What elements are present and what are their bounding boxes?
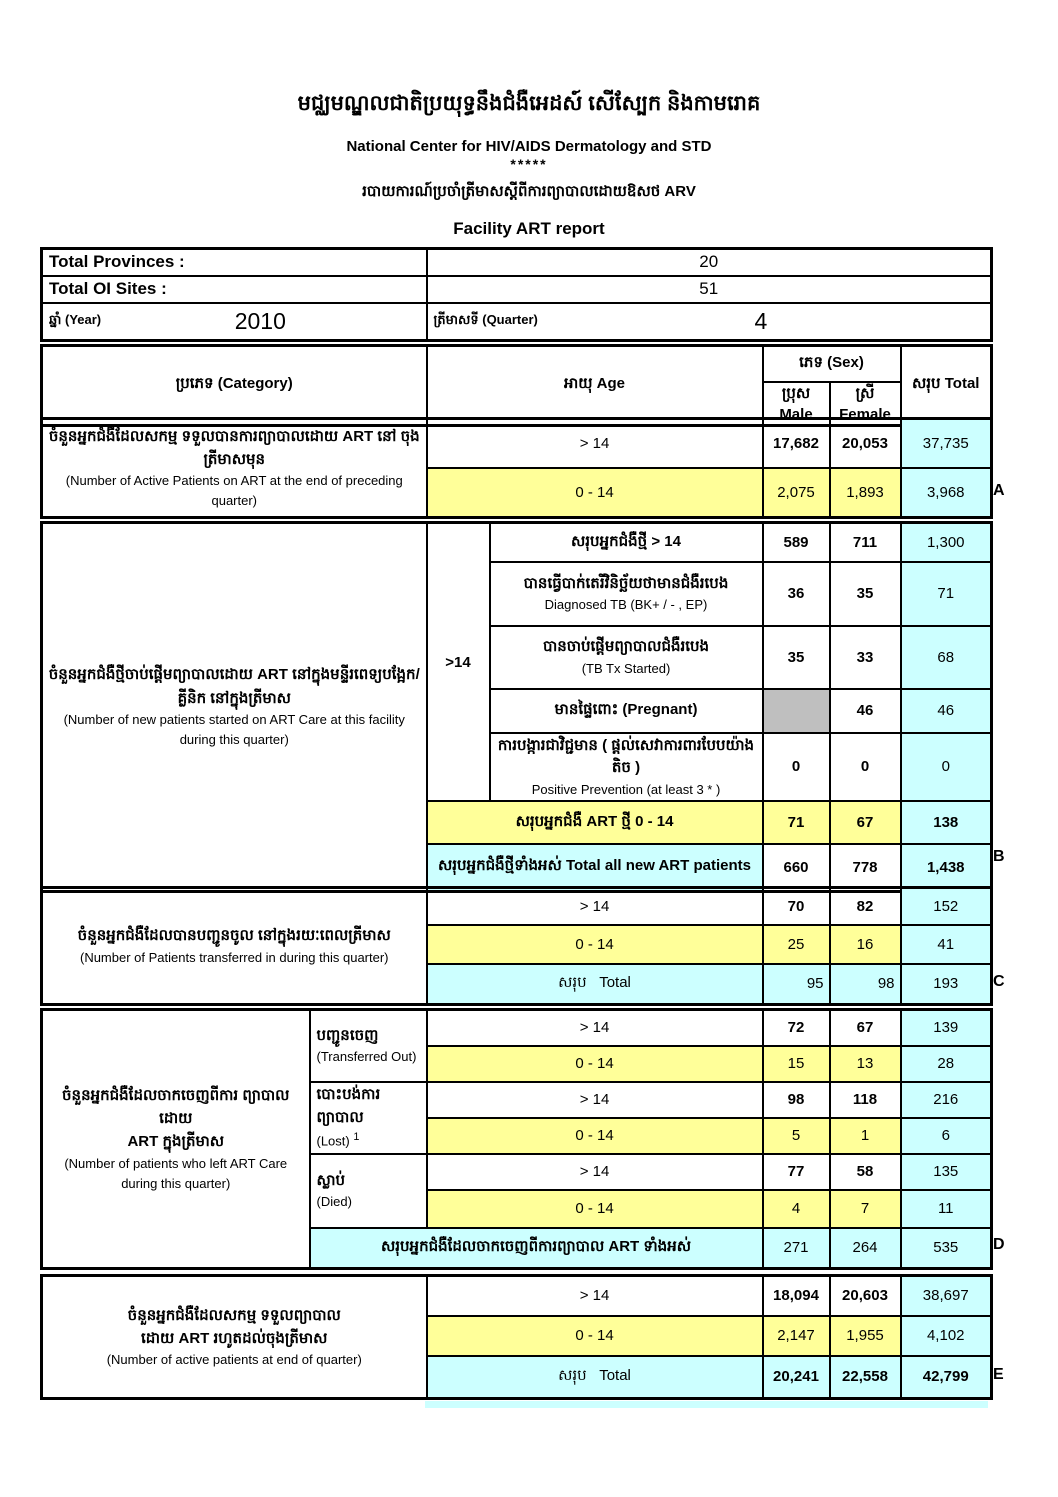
section-c-total-label: [427, 964, 763, 1005]
section-e-table: [40, 1274, 993, 1400]
cell-a0-female: 20,053: [830, 419, 901, 468]
cell-b4-total: 0: [901, 733, 992, 802]
cell-b0-female: 711: [830, 523, 901, 562]
cell-d1-age: 0 - 14: [427, 1046, 763, 1082]
section-marker-b: B: [993, 848, 1005, 865]
cell-c1-age: 0 - 14: [427, 925, 763, 964]
section-e-category-khmer-2: ដោយ ART រហូតដល់ចុងត្រីមាស: [141, 1329, 328, 1347]
year-cell: [42, 303, 427, 341]
section-marker-d: D: [993, 1236, 1005, 1253]
section-b-subtotal-label: សរុបអ្នកជំងឺ ART ថ្មី 0 - 14: [427, 801, 763, 844]
cell-e0-age: > 14: [427, 1276, 763, 1316]
section-a-table: [40, 417, 993, 519]
section-e-category-khmer-1: ចំនួនអ្នកជំងឺដែលសកម្ម ទទួលព្យាបាល: [127, 1306, 341, 1324]
section-marker-c: C: [993, 973, 1005, 990]
cell-b4-label-khmer: ការបង្ការជាវិជ្ជមាន ( ផ្តល់សេវាការពារបែបយ៉ាងតិច ): [497, 736, 755, 776]
quarter-cell: [427, 303, 992, 341]
section-d-total-label: សរុបអ្នកជំងឺដែលចាកចេញពីការព្យាបាល ART ទាំងអស់: [310, 1228, 763, 1269]
section-d-total-male: 271: [763, 1228, 830, 1269]
cell-e1-male: 2,147: [763, 1316, 830, 1356]
cell-d2-total: 216: [901, 1082, 992, 1118]
cell-b0-label: [490, 523, 763, 562]
col-header-male: ប្រុស Male: [763, 382, 830, 426]
section-d-group-died: [310, 1154, 427, 1228]
section-marker-a: A: [993, 482, 1005, 499]
section-e-total-label-khmer: សរុប: [558, 1366, 587, 1384]
cell-b1-label-english: Diagnosed TB (BK+ / - , EP): [544, 597, 708, 612]
transferred-out-label-english: (Transferred Out): [316, 1049, 417, 1065]
section-d-group-lost: [310, 1082, 427, 1154]
total-provinces-value: 20: [427, 249, 992, 276]
col-header-category: ប្រភេទ (Category): [42, 346, 427, 426]
cell-d3-age: 0 - 14: [427, 1118, 763, 1154]
cell-a1-female: 1,893: [830, 468, 901, 518]
main-table-header: [40, 344, 993, 427]
cell-c1-total: 41: [901, 925, 992, 964]
section-b-category-english: (Number of new patients started on ART Care at this facility during this quarter): [63, 711, 405, 747]
cell-a1-total: 3,968: [901, 468, 992, 518]
year-label: ឆ្នាំ (Year): [49, 311, 102, 327]
died-label-khmer: ស្លាប់: [316, 1171, 346, 1189]
lost-footnote-sup: 1: [353, 1131, 360, 1144]
section-a-category: [42, 419, 427, 518]
cell-b2-label-khmer: បានចាប់ផ្តើមព្យាបាលជំងឺរបេង: [542, 638, 710, 655]
section-d-category-english: (Number of patients who left ART Care during this quarter): [64, 1155, 288, 1191]
cell-b4-male: 0: [763, 733, 830, 802]
cell-a1-male: 2,075: [763, 468, 830, 518]
cell-a0-male: 17,682: [763, 419, 830, 468]
cell-b1-female: 35: [830, 562, 901, 626]
section-c-total-label-khmer: សរុប: [558, 973, 587, 991]
cell-d5-total: 11: [901, 1190, 992, 1228]
org-title-khmer: មជ្ឈមណ្ឌលជាតិប្រយុទ្ធនឹងជំងឺអេដស៍ សើស្បែក និងកាមរោគ: [297, 92, 761, 115]
cell-b3-label-khmer: មានផ្ទៃពោះ (Pregnant): [554, 701, 698, 719]
cell-d2-male: 98: [763, 1082, 830, 1118]
section-d-group-transferred-out: [310, 1010, 427, 1082]
section-e-category-english: (Number of active patients at end of quarter): [106, 1352, 362, 1368]
cell-d1-male: 15: [763, 1046, 830, 1082]
section-c-total-male: 95: [763, 964, 830, 1005]
cell-d4-age: > 14: [427, 1154, 763, 1190]
cell-d2-age: > 14: [427, 1082, 763, 1118]
quarter-label: ត្រីមាសទី (Quarter): [433, 311, 538, 327]
cell-c0-male: 70: [763, 888, 830, 925]
section-b-table: [40, 521, 993, 893]
section-e-total-female: 22,558: [830, 1356, 901, 1399]
total-provinces-label: Total Provinces :: [42, 249, 427, 276]
year-value: 2010: [234, 307, 286, 334]
section-d-total-total: 535: [901, 1228, 992, 1269]
cutoff-row-sliver: [425, 1401, 988, 1408]
total-oi-sites-label: Total OI Sites :: [42, 276, 427, 303]
cell-e1-age: 0 - 14: [427, 1316, 763, 1356]
cell-a0-age: > 14: [427, 419, 763, 468]
cell-d3-male: 5: [763, 1118, 830, 1154]
cell-b3-total: 46: [901, 689, 992, 733]
cell-d0-age: > 14: [427, 1010, 763, 1046]
cell-d4-total: 135: [901, 1154, 992, 1190]
cell-e0-male: 18,094: [763, 1276, 830, 1316]
cell-b2-total: 68: [901, 626, 992, 689]
cell-d0-total: 139: [901, 1010, 992, 1046]
cell-b1-male: 36: [763, 562, 830, 626]
cell-e0-female: 20,603: [830, 1276, 901, 1316]
cell-d4-male: 77: [763, 1154, 830, 1190]
section-marker-e: E: [993, 1366, 1004, 1383]
cell-d4-female: 58: [830, 1154, 901, 1190]
cell-b0-label-khmer: សរុបអ្នកជំងឺថ្មី > 14: [571, 533, 681, 550]
cell-b1-total: 71: [901, 562, 992, 626]
section-b-category: [42, 523, 427, 892]
section-d-table: [40, 1008, 993, 1270]
lost-label-english: (Lost) $^1$: [316, 1131, 360, 1149]
cell-c1-male: 25: [763, 925, 830, 964]
cell-b4-label: [490, 733, 763, 802]
section-c-category-english: (Number of Patients transferred in during this quarter): [79, 949, 389, 965]
cell-b1-label-khmer: បានធ្វើបាក់តេរីវិនិច្ឆ័យថាមានជំងឺរបេង: [523, 574, 729, 592]
stars-divider: *****: [510, 156, 548, 172]
section-b-age-group: >14: [427, 523, 490, 802]
col-header-female: ស្រី Female: [830, 382, 901, 426]
cell-a1-age: 0 - 14: [427, 468, 763, 518]
section-b-total-male: 660: [763, 844, 830, 891]
report-subtitle-khmer: របាយការណ៍ប្រចាំត្រីមាសស្តីពីការព្យាបាលដោយឱសថ ARV: [362, 183, 696, 200]
section-c-table: [40, 886, 993, 1006]
section-b-category-khmer: ចំនួនអ្នកជំងឺថ្មីចាប់ផ្តើមព្យាបាលដោយ ART នៅក្នុងមន្ទីរពេទ្យបង្អែក/ គ្លីនិក នៅក្នុងត្រីមាស: [48, 666, 420, 707]
section-d-category: [42, 1010, 310, 1269]
cell-e1-female: 1,955: [830, 1316, 901, 1356]
section-e-total-male: 20,241: [763, 1356, 830, 1399]
section-b-subtotal-male: 71: [763, 801, 830, 844]
section-c-total-label-english: Total: [599, 973, 631, 991]
report-title: Facility ART report: [453, 219, 605, 238]
cell-b3-label: [490, 689, 763, 733]
col-header-sex: ភេទ (Sex): [763, 346, 901, 382]
section-b-total-total: 1,438: [901, 844, 992, 891]
cell-b0-total: 1,300: [901, 523, 992, 562]
summary-table: [40, 247, 993, 342]
quarter-value: 4: [754, 307, 768, 334]
section-c-category-khmer: ចំនួនអ្នកជំងឺដែលបានបញ្ជូនចូល នៅក្នុងរយៈពេលត្រីមាស: [77, 927, 391, 945]
cell-d5-male: 4: [763, 1190, 830, 1228]
section-d-total-female: 264: [830, 1228, 901, 1269]
section-c-total-total: 193: [901, 964, 992, 1005]
section-e-total-total: 42,799: [901, 1356, 992, 1399]
cell-e1-total: 4,102: [901, 1316, 992, 1356]
died-label-english: (Died): [316, 1194, 352, 1209]
section-b-total-female: 778: [830, 844, 901, 891]
cell-b2-label: [490, 626, 763, 689]
cell-d3-total: 6: [901, 1118, 992, 1154]
section-a-category-khmer: ចំនួនអ្នកជំងឺដែលសកម្ម ទទួលបានការព្យាបាលដោយ ART នៅ ចុងត្រីមាសមុន: [48, 427, 420, 468]
transferred-out-label-khmer: បញ្ជូនចេញ: [316, 1026, 379, 1044]
cell-b4-female: 0: [830, 733, 901, 802]
cell-b2-female: 33: [830, 626, 901, 689]
section-b-subtotal-female: 67: [830, 801, 901, 844]
section-c-total-female: 98: [830, 964, 901, 1005]
section-a-category-english: (Number of Active Patients on ART at the end of preceding quarter): [65, 473, 403, 509]
cell-b1-label: [490, 562, 763, 626]
cell-b3-female: 46: [830, 689, 901, 733]
lost-label-khmer: បោះបង់ការព្យាបាល: [316, 1086, 381, 1126]
cell-b3-male-na: [763, 689, 830, 733]
section-d-category-khmer-2: ART ក្នុងត្រីមាស: [127, 1133, 225, 1151]
section-b-total-label: សរុបអ្នកជំងឺថ្មីទាំងអស់ Total all new ART patients: [427, 844, 763, 891]
col-header-age: អាយុ Age: [427, 346, 763, 426]
cell-d1-female: 13: [830, 1046, 901, 1082]
section-b-subtotal-total: 138: [901, 801, 992, 844]
section-e-total-label: [427, 1356, 763, 1399]
cell-d5-age: 0 - 14: [427, 1190, 763, 1228]
cell-c0-female: 82: [830, 888, 901, 925]
section-e-total-label-english: Total: [599, 1366, 631, 1384]
cell-b4-label-english: Positive Prevention (at least 3 * ): [531, 781, 721, 797]
cell-d0-male: 72: [763, 1010, 830, 1046]
cell-d3-female: 1: [830, 1118, 901, 1154]
cell-b2-label-english: (TB Tx Started): [581, 660, 671, 676]
cell-d0-female: 67: [830, 1010, 901, 1046]
cell-b2-male: 35: [763, 626, 830, 689]
cell-d5-female: 7: [830, 1190, 901, 1228]
col-header-total: សរុប Total: [901, 346, 992, 426]
section-e-category: [42, 1276, 427, 1399]
total-oi-sites-value: 51: [427, 276, 992, 303]
cell-e0-total: 38,697: [901, 1276, 992, 1316]
cell-c0-age: > 14: [427, 888, 763, 925]
cell-b0-male: 589: [763, 523, 830, 562]
org-title-english: National Center for HIV/AIDS Dermatology and STD: [346, 138, 712, 155]
cell-d1-total: 28: [901, 1046, 992, 1082]
section-d-category-khmer-1: ចំនួនអ្នកជំងឺដែលចាកចេញពីការ ព្យាបាលដោយ: [62, 1086, 290, 1128]
section-c-category: [42, 888, 427, 1005]
cell-d2-female: 118: [830, 1082, 901, 1118]
cell-c1-female: 16: [830, 925, 901, 964]
cell-c0-total: 152: [901, 888, 992, 925]
cell-a0-total: 37,735: [901, 419, 992, 468]
